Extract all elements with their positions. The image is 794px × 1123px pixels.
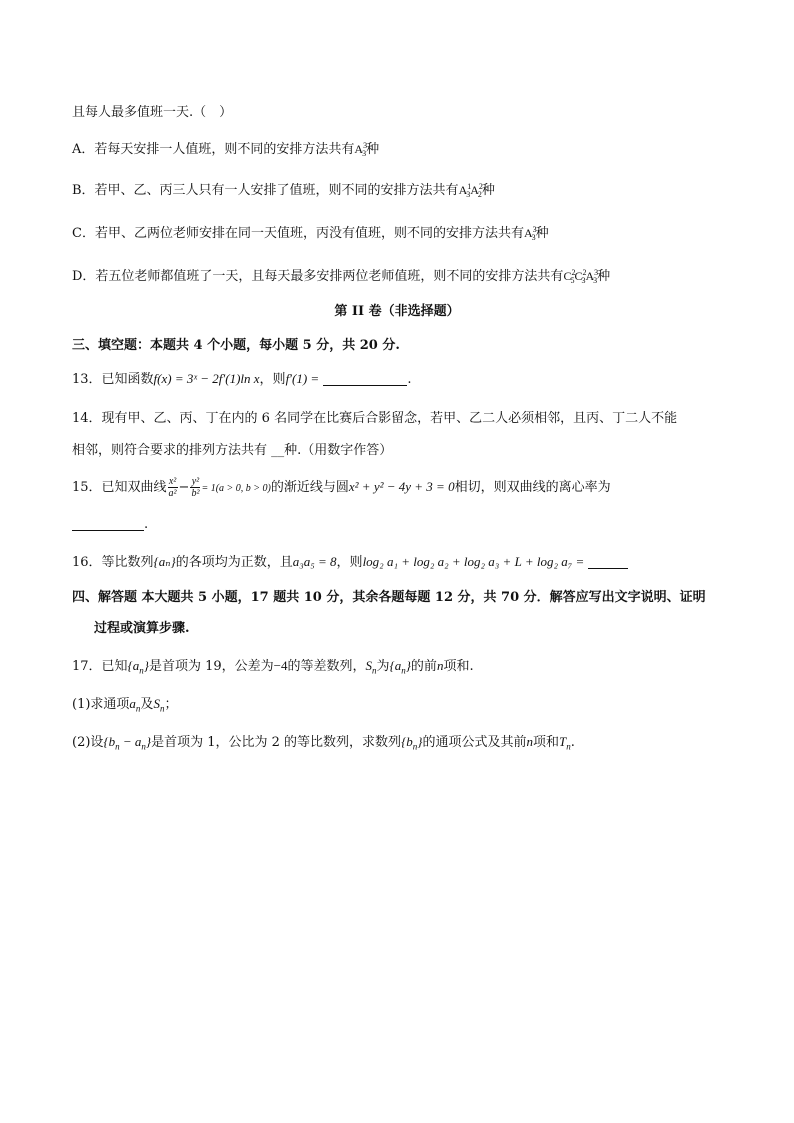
q17-stem: 17．已知$\{a_n\}$是首项为 19，公差为−4的等差数列，$S_n$为$\{a_n\}$的前n项和. [72,658,474,676]
section3-heading: 三、填空题：本题共 4 个小题，每小题 5 分，共 20 分. [72,338,400,353]
section4-line1: 四、解答题 本大题共 5 小题，17 题共 10 分，其余各题每题 12 分，共 70 分．解答应写出文字说明、证明 [72,590,706,605]
q15-fraction-x: $\frac{\text{x²}}{\text{a²}}$ [168,476,177,499]
q17-part2: (2)设$\{b_n - a_n\}$是首项为 1，公比为 2 的等比数列，求数列$\{b_n\}$的通项公式及其前n项和$T_n$. [72,734,575,752]
perm-A-3-3: $A^3_3$ [354,141,368,158]
q15-fraction-y: $\frac{\text{y²}}{\text{b²}}$ [191,476,200,499]
q16-answer-blank [588,554,628,569]
q16: 16．等比数列{aₙ}的各项均为正数，且a₃a₅ = 8，则log₂ a₁ + log₂ a₂ + log₂ a₃ + L + log₂ a₇ = [72,553,628,572]
part2-title: 第 II 卷（非选择题） [334,304,460,319]
q12-option-a: A．若每天安排一人值班，则不同的安排方法共有$A^3_3$种 [72,141,380,158]
q12-option-c: C．若甲、乙两位老师安排在同一天值班，丙没有值班，则不同的安排方法共有$A^3_3$种 [72,225,549,242]
q12-option-d: D．若五位老师都值班了一天，且每天最多安排两位老师值班，则不同的安排方法共有$C^2_5C^2_3A^3_3$种 [72,268,611,285]
q13-function: f(x) = 3ˣ − 2f′(1)ln x [153,371,260,386]
q17-part1: (1)求通项$a_n$及$S_n$； [72,696,178,714]
q14-line1: 14．现有甲、乙、丙、丁在内的 6 名同学在比赛后合影留念，若甲、乙二人必须相邻，且丙、丁二人不能 [72,411,678,426]
section4-line2: 过程或演算步骤. [94,621,190,636]
q12-option-b: B．若甲、乙、丙三人只有一人安排了值班，则不同的安排方法共有$A^1_3A^2_2$种 [72,182,495,199]
q15-answer-blank [72,516,144,531]
q13: 13．已知函数f(x) = 3ˣ − 2f′(1)ln x，则f′(1) = . [72,371,412,387]
q12-stem-tail: 且每人最多值班一天.（ ） [72,105,233,120]
q15: 15．已知双曲线 $\frac{\text{x²}}{\text{a²}}$ − $\frac{\text{y²}}{\text{b²}}$ = 1(a > 0, b > 0)的渐近线与圆x² + y² − 4y + 3 = 0相切，则双曲线的离心率为 [72,476,611,499]
q15-answer-line: . [72,516,148,534]
q14-line2: 相邻，则符合要求的排列方法共有 __种.（用数字作答） [72,443,393,458]
q13-answer-blank [323,371,407,386]
